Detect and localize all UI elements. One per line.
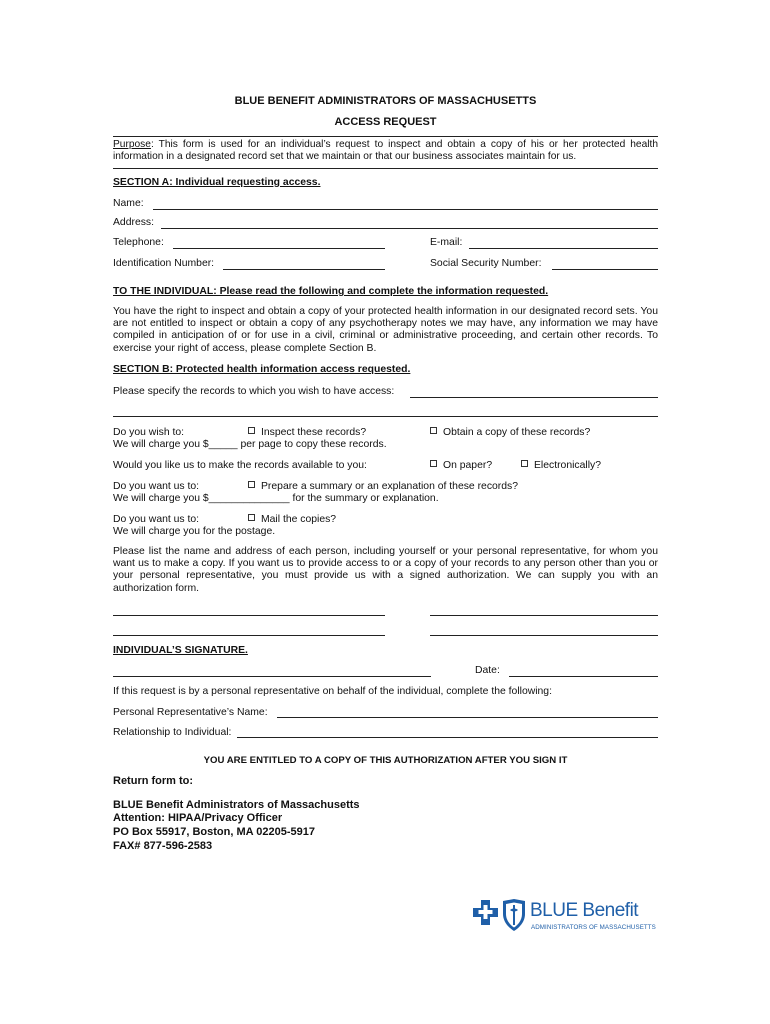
id-number-label: Identification Number: xyxy=(113,258,215,269)
date-field[interactable] xyxy=(509,676,658,677)
form-title: ACCESS REQUEST xyxy=(334,116,437,128)
inspect-option[interactable] xyxy=(248,427,366,438)
blue-benefit-logo xyxy=(472,898,662,938)
telephone-field[interactable] xyxy=(173,248,385,249)
charge-postage-text: We will charge you for the postage. xyxy=(113,526,276,537)
recipient-address-field-1[interactable] xyxy=(430,615,658,616)
copy-option-label: Obtain a copy of these records? xyxy=(443,427,591,438)
mail-checkbox[interactable] xyxy=(248,514,255,521)
charge-summary-text xyxy=(113,493,439,504)
available-label: Would you like us to make the records available to you: xyxy=(113,460,367,471)
purpose-text: : This form is used for an individual’s request to inspect and obtain a copy of his or her protected health information in a designated record set that we maintain or that our business associates maintain for us. xyxy=(113,139,658,163)
ssn-label: Social Security Number: xyxy=(430,258,542,269)
name-label: Name: xyxy=(113,198,144,209)
wish-label: Do you wish to: xyxy=(113,427,185,438)
charge-summary-prefix: We will charge you $______________ xyxy=(113,493,290,504)
address-label: Address: xyxy=(113,217,155,228)
copy-option[interactable] xyxy=(430,427,590,438)
recipient-address-field-2[interactable] xyxy=(430,635,658,636)
divider xyxy=(113,136,658,137)
paper-checkbox[interactable] xyxy=(430,460,437,467)
electronic-option[interactable] xyxy=(521,460,601,471)
email-field[interactable] xyxy=(469,248,658,249)
electronic-checkbox[interactable] xyxy=(521,460,528,467)
name-field[interactable] xyxy=(153,209,658,210)
paper-option-label: On paper? xyxy=(443,460,493,471)
section-a-heading: SECTION A: Individual requesting access. xyxy=(113,177,321,188)
purpose-paragraph xyxy=(113,139,658,163)
org-title: BLUE BENEFIT ADMINISTRATORS OF MASSACHUSETTS xyxy=(234,95,537,107)
individual-notice-heading: TO THE INDIVIDUAL: Please read the following and complete the information requested. xyxy=(113,286,549,297)
electronic-option-label: Electronically? xyxy=(534,460,601,471)
recipient-name-field-1[interactable] xyxy=(113,615,385,616)
want-label-mail: Do you want us to: xyxy=(113,514,200,525)
date-label: Date: xyxy=(475,665,500,676)
summary-option[interactable] xyxy=(248,481,518,492)
records-field-line-2[interactable] xyxy=(113,416,658,417)
logo-name: BLUE Benefit xyxy=(530,900,639,921)
records-field[interactable] xyxy=(410,397,658,398)
blue-shield-icon xyxy=(501,898,527,934)
relationship-label: Relationship to Individual: xyxy=(113,727,232,738)
id-number-field[interactable] xyxy=(223,269,385,270)
entitlement-notice: YOU ARE ENTITLED TO A COPY OF THIS AUTHORIZATION AFTER YOU SIGN IT xyxy=(203,755,568,766)
rep-name-label: Personal Representative’s Name: xyxy=(113,707,268,718)
return-address-line: BLUE Benefit Administrators of Massachusetts xyxy=(113,799,360,811)
records-label: Please specify the records to which you wish to have access: xyxy=(113,386,395,397)
telephone-label: Telephone: xyxy=(113,237,164,248)
recipient-name-field-2[interactable] xyxy=(113,635,385,636)
relationship-field[interactable] xyxy=(237,737,658,738)
summary-option-label: Prepare a summary or an explanation of these records? xyxy=(261,481,519,492)
copy-checkbox[interactable] xyxy=(430,427,437,434)
return-address-line: PO Box 55917, Boston, MA 02205-5917 xyxy=(113,826,315,838)
mail-option[interactable] xyxy=(248,514,336,525)
inspect-option-label: Inspect these records? xyxy=(261,427,367,438)
mail-option-label: Mail the copies? xyxy=(261,514,337,525)
logo-subtitle: ADMINISTRATORS OF MASSACHUSETTS xyxy=(531,924,656,931)
signature-field[interactable] xyxy=(113,676,431,677)
section-b-heading: SECTION B: Protected health information access requested. xyxy=(113,364,411,375)
charge-summary-suffix: for the summary or explanation. xyxy=(292,493,439,504)
email-label: E-mail: xyxy=(430,237,463,248)
list-instructions: Please list the name and address of each person, including yourself or your personal representative, for whom you want us to make a copy. If you want us to provide access to or a copy of your records to any person other than you or your personal representative, you must provide us with a signed authorization. We can supply you with an authorization form. xyxy=(113,546,658,594)
address-field[interactable] xyxy=(161,228,658,229)
return-fax-line: FAX# 877-596-2583 xyxy=(113,840,213,852)
inspect-checkbox[interactable] xyxy=(248,427,255,434)
divider xyxy=(113,168,658,169)
signature-heading: INDIVIDUAL’S SIGNATURE. xyxy=(113,645,248,656)
ssn-field[interactable] xyxy=(552,269,658,270)
summary-checkbox[interactable] xyxy=(248,481,255,488)
return-label: Return form to: xyxy=(113,775,194,787)
purpose-label: Purpose xyxy=(113,139,151,150)
rep-name-field[interactable] xyxy=(277,717,658,718)
return-address-line: Attention: HIPAA/Privacy Officer xyxy=(113,812,283,824)
rep-note: If this request is by a personal representative on behalf of the individual, complete the following: xyxy=(113,686,552,697)
charge-copy-text: We will charge you $_____ per page to copy these records. xyxy=(113,439,387,450)
individual-notice-text: You have the right to inspect and obtain a copy of your protected health information in our designated record sets. You are not entitled to inspect or obtain a copy of any psychotherapy notes we may have, any information we may have compiled in anticipation of or for use in a civil, criminal or administrative proceeding, and certain other records. To exercise your right of access, please complete Section B. xyxy=(113,306,658,354)
paper-option[interactable] xyxy=(430,460,492,471)
want-label-summary: Do you want us to: xyxy=(113,481,200,492)
